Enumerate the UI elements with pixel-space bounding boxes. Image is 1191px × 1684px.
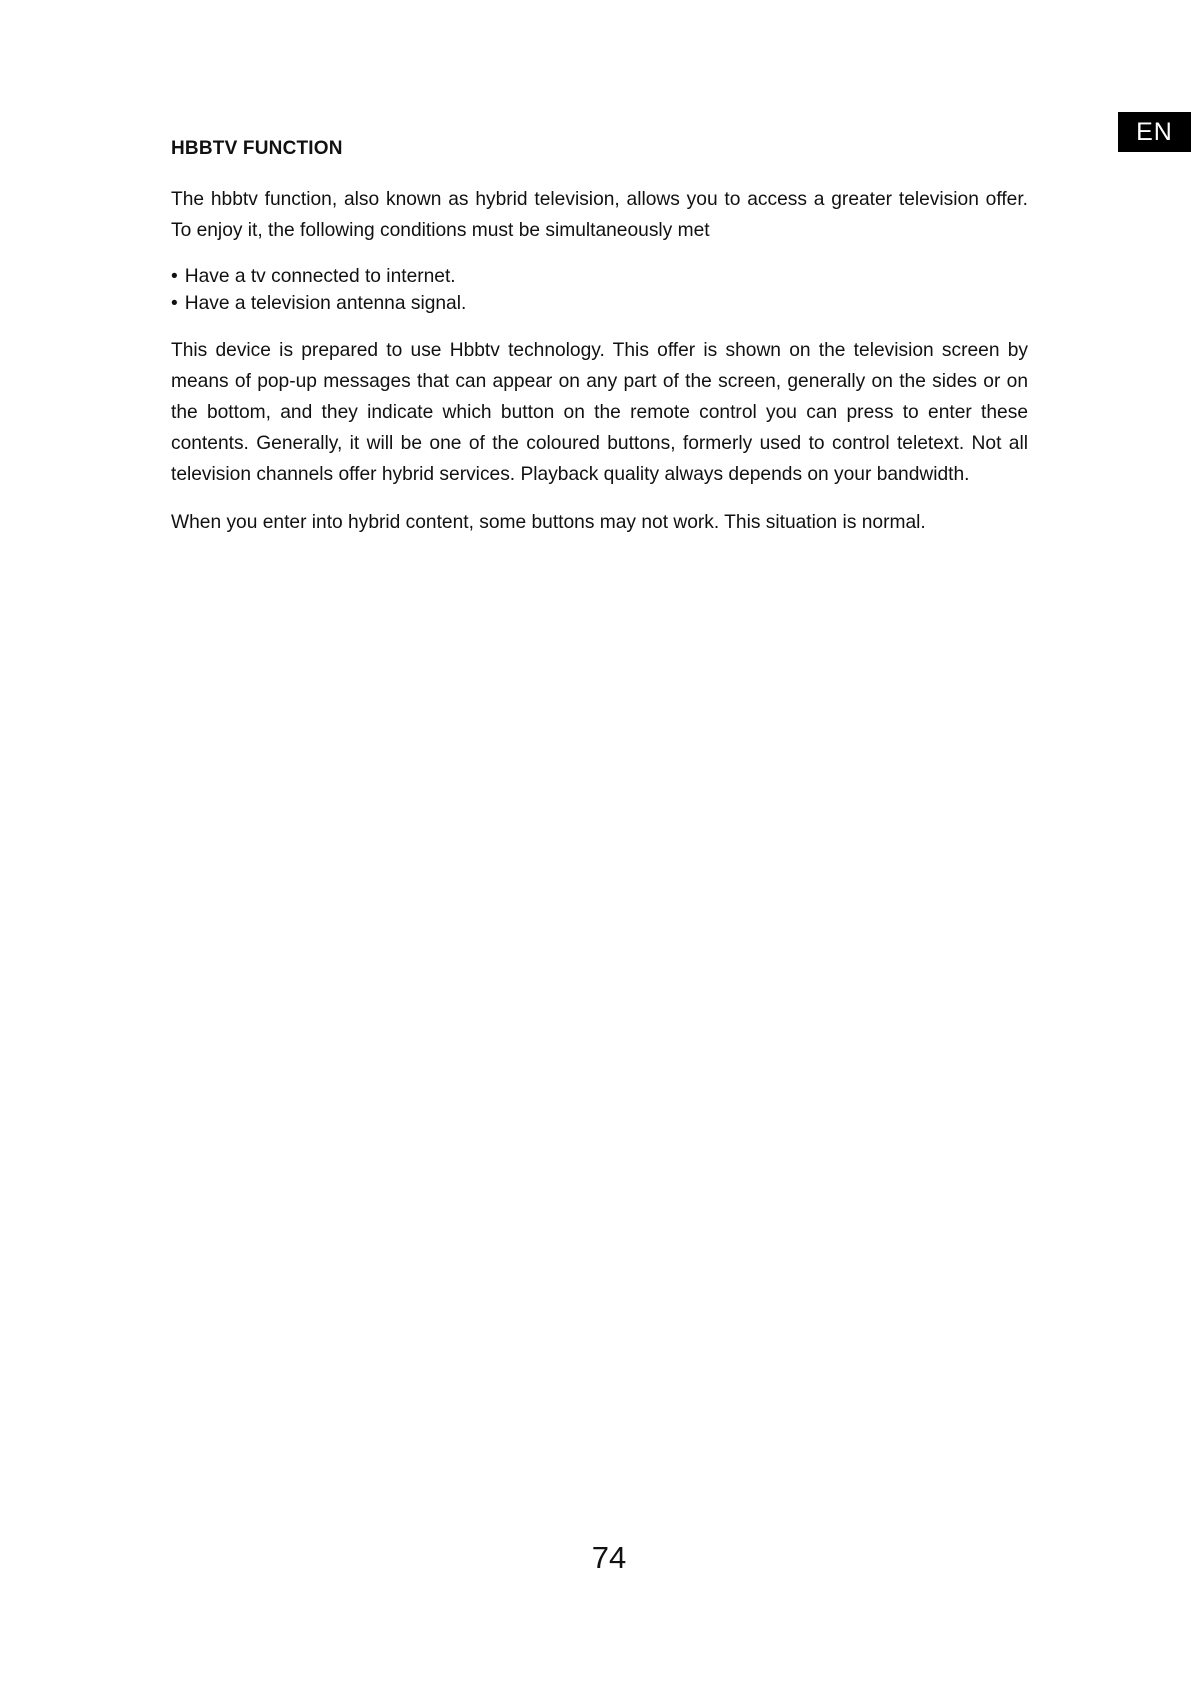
- page-number: 74: [591, 1540, 627, 1575]
- language-tab: EN: [1118, 112, 1191, 152]
- intro-paragraph: The hbbtv function, also known as hybrid television, allows you to access a greater television offer. To enjoy it, the following conditions must be simultaneously met: [171, 189, 1028, 241]
- section-title: HBBTV FUNCTION: [171, 138, 343, 159]
- list-item: • Have a tv connected to internet.: [171, 263, 1028, 290]
- note-paragraph: When you enter into hybrid content, some buttons may not work. This situation is normal.: [171, 512, 926, 533]
- description-paragraph: This device is prepared to use Hbbtv technology. This offer is shown on the television screen by means of pop-up messages that can appear on any part of the screen, generally on the sides or on the bottom, and they indicate which button on the remote control you can press to enter these contents. Generally, it will be one of the coloured buttons, formerly used to control teletext. Not all television channels offer hybrid services. Playback quality always depends on your bandwidth.: [171, 340, 1028, 485]
- list-item: • Have a television antenna signal.: [171, 290, 1028, 317]
- conditions-list: [171, 263, 1028, 317]
- main-content: [171, 138, 1028, 555]
